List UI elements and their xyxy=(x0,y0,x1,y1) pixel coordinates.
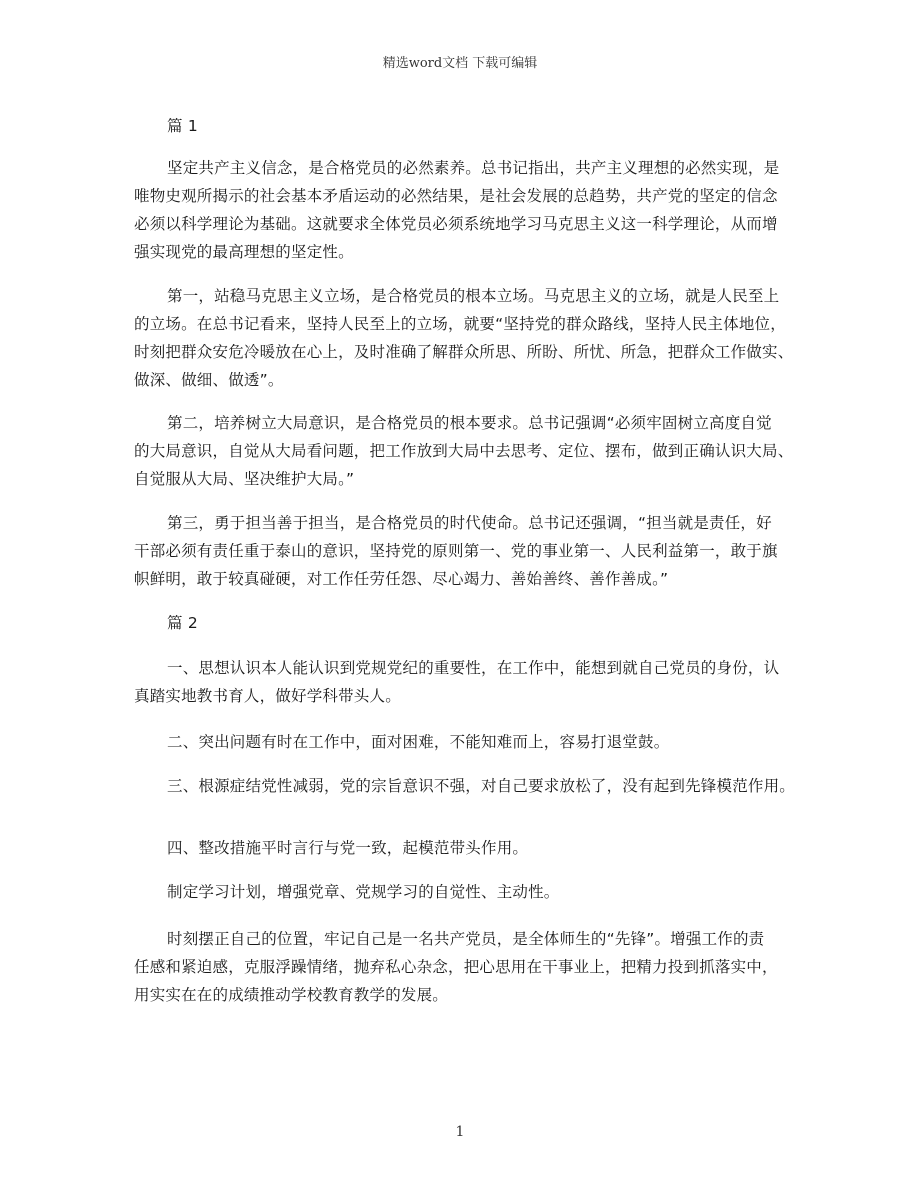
paragraph-line: 时刻摆正自己的位置，牢记自己是一名共产党员，是全体师生的“先锋”。增强工作的责 xyxy=(167,930,765,948)
page-header: 精选word文档 下载可编辑 xyxy=(382,56,538,71)
page-number: 1 xyxy=(455,1124,465,1140)
paragraph-line: 自觉服从大局、坚决维护大局。” xyxy=(134,470,355,488)
paragraph-line: 真踏实地教书育人，做好学科带头人。 xyxy=(134,687,401,705)
section-heading: 篇 2 xyxy=(167,614,198,632)
paragraph-line: 做深、做细、做透”。 xyxy=(134,371,284,389)
paragraph-line: 唯物史观所揭示的社会基本矛盾运动的必然结果，是社会发展的总趋势，共产党的坚定的信念 xyxy=(134,187,778,205)
paragraph-line: 干部必须有责任重于泰山的意识，坚持党的原则第一、党的事业第一、人民利益第一，敢于旗 xyxy=(134,542,778,560)
paragraph-line: 第三，勇于担当善于担当，是合格党员的时代使命。总书记还强调，“担当就是责任，好 xyxy=(167,514,772,532)
section-heading: 篇 1 xyxy=(167,117,198,135)
paragraph-line: 时刻把群众安危冷暖放在心上，及时准确了解群众所思、所盼、所忧、所急，把群众工作做实、 xyxy=(134,343,794,361)
paragraph-line: 用实实在在的成绩推动学校教育教学的发展。 xyxy=(134,986,449,1004)
paragraph-line: 帜鲜明，敢于较真碰硬，对工作任劳任怨、尽心竭力、善始善终、善作善成。” xyxy=(134,570,669,588)
paragraph-line: 第二，培养树立大局意识，是合格党员的根本要求。总书记强调“必须牢固树立高度自觉 xyxy=(167,414,772,432)
paragraph-line: 第一，站稳马克思主义立场，是合格党员的根本立场。马克思主义的立场，就是人民至上 xyxy=(167,287,780,305)
paragraph-line: 必须以科学理论为基础。这就要求全体党员必须系统地学习马克思主义这一科学理论，从而增 xyxy=(134,215,778,233)
paragraph-line: 三、根源症结党性减弱，党的宗旨意识不强，对自己要求放松了，没有起到先锋模范作用。 xyxy=(167,777,796,795)
paragraph-line: 坚定共产主义信念，是合格党员的必然素养。总书记指出，共产主义理想的必然实现，是 xyxy=(167,159,780,177)
paragraph-line: 强实现党的最高理想的坚定性。 xyxy=(134,243,354,261)
paragraph-line: 制定学习计划，增强党章、党规学习的自觉性、主动性。 xyxy=(167,883,560,901)
paragraph-line: 二、突出问题有时在工作中，面对困难，不能知难而上，容易打退堂鼓。 xyxy=(167,733,670,751)
paragraph-line: 四、整改措施平时言行与党一致，起模范带头作用。 xyxy=(167,839,529,857)
paragraph-line: 的大局意识，自觉从大局看问题，把工作放到大局中去思考、定位、摆布，做到正确认识大局、 xyxy=(134,442,794,460)
paragraph-line: 的立场。在总书记看来，坚持人民至上的立场，就要“坚持党的群众路线，坚持人民主体地位， xyxy=(134,315,786,333)
paragraph-line: 任感和紧迫感，克服浮躁情绪，抛弃私心杂念，把心思用在干事业上，把精力投到抓落实中， xyxy=(134,958,778,976)
paragraph-line: 一、思想认识本人能认识到党规党纪的重要性，在工作中，能想到就自己党员的身份，认 xyxy=(167,659,780,677)
